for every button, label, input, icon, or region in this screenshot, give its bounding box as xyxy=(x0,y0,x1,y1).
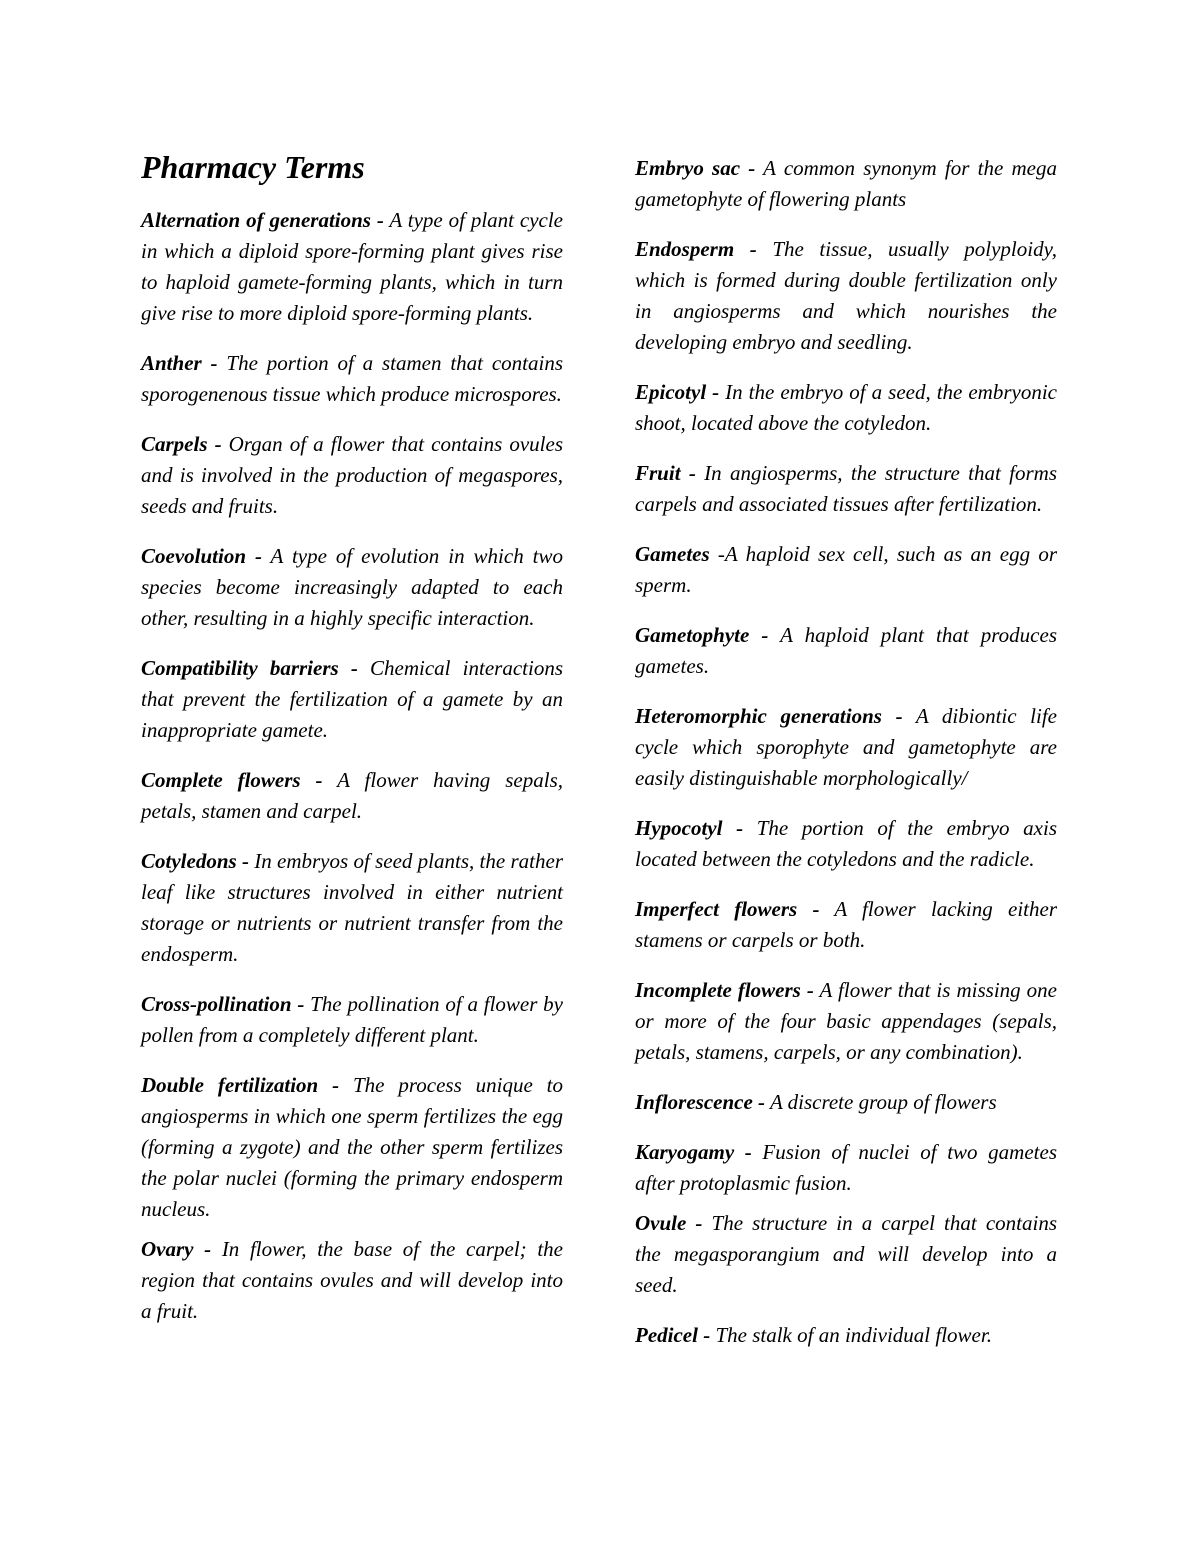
glossary-entry xyxy=(141,1234,563,1327)
definition: The portion of the embryo axis located between the cotyledons and the radicle. xyxy=(635,816,1058,871)
glossary-entry xyxy=(635,458,1057,520)
glossary-entry xyxy=(141,765,563,827)
term: Endosperm - xyxy=(635,237,757,261)
definition: In flower, the base of the carpel; the region that contains ovules and will develop into a fruit. xyxy=(141,1237,563,1323)
right-column xyxy=(635,153,1057,1370)
definition: A dibiontic life cycle which sporophyte and gametophyte are easily distinguishable morphologically/ xyxy=(635,704,1057,790)
definition: In embryos of seed plants, the rather leaf like structures involved in either nutrient storage or nutrients or nutrient transfer from the endosperm. xyxy=(141,849,564,966)
term: Coevolution - xyxy=(141,544,262,568)
definition: A common synonym for the mega gametophyte of flowering plants xyxy=(635,156,1058,211)
glossary-entry xyxy=(141,653,563,746)
glossary-entry xyxy=(635,1320,1057,1351)
term: Carpels - xyxy=(141,432,222,456)
definition: Chemical interactions that prevent the fertilization of a gamete by an inappropriate gamete. xyxy=(141,656,563,742)
term: Embryo sac - xyxy=(635,156,756,180)
definition: -A haploid sex cell, such as an egg or sperm. xyxy=(635,542,1057,597)
term: Epicotyl - xyxy=(635,380,720,404)
term: Ovary - xyxy=(141,1237,212,1261)
term: Cross-pollination - xyxy=(141,992,305,1016)
definition: A flower lacking either stamens or carpels or both. xyxy=(635,897,1057,952)
glossary-entry xyxy=(635,701,1057,794)
glossary-entry xyxy=(635,1137,1057,1199)
glossary-entry xyxy=(141,205,563,329)
left-column xyxy=(141,148,563,1346)
term: Cotyledons - xyxy=(141,849,249,873)
definition: The process unique to angiosperms in which one sperm fertilizes the egg (forming a zygote) and the other sperm fertilizes the polar nuclei (forming the primary endosperm nucleus. xyxy=(141,1073,564,1221)
term: Ovule - xyxy=(635,1211,703,1235)
term: Incomplete flowers - xyxy=(635,978,814,1002)
glossary-entry xyxy=(141,429,563,522)
glossary-entry xyxy=(635,377,1057,439)
definition: A discrete group of flowers xyxy=(769,1090,997,1114)
term: Compatibility barriers - xyxy=(141,656,358,680)
glossary-entry xyxy=(635,1087,1057,1118)
term: Anther - xyxy=(141,351,218,375)
glossary-entry xyxy=(141,989,563,1051)
term: Hypocotyl - xyxy=(635,816,744,840)
definition: The structure in a carpel that contains the megasporangium and will develop into a seed. xyxy=(635,1211,1057,1297)
definition: A haploid plant that produces gametes. xyxy=(635,623,1057,678)
definition: Organ of a flower that contains ovules and is involved in the production of megaspores, seeds and fruits. xyxy=(141,432,564,518)
term: Alternation of generations - xyxy=(141,208,384,232)
term: Heteromorphic generations - xyxy=(635,704,903,728)
term: Complete flowers - xyxy=(141,768,323,792)
definition: A type of plant cycle in which a diploid spore-forming plant gives rise to haploid gamete-forming plants, which in turn give rise to more diploid spore-forming plants. xyxy=(141,208,563,325)
glossary-entry xyxy=(141,348,563,410)
glossary-entry xyxy=(635,539,1057,601)
glossary-entry xyxy=(635,1208,1057,1301)
term: Gametes xyxy=(635,542,710,566)
term: Double fertilization - xyxy=(141,1073,340,1097)
glossary-entry xyxy=(635,234,1057,358)
definition: A flower having sepals, petals, stamen and carpel. xyxy=(141,768,563,823)
term: Fruit - xyxy=(635,461,696,485)
term: Inflorescence - xyxy=(635,1090,766,1114)
glossary-entry xyxy=(635,153,1057,215)
glossary-entry xyxy=(635,894,1057,956)
term: Pedicel - xyxy=(635,1323,711,1347)
definition: A type of evolution in which two species become increasingly adapted to each other, resulting in a highly specific interaction. xyxy=(141,544,563,630)
glossary-entry xyxy=(141,541,563,634)
glossary-entry xyxy=(635,620,1057,682)
definition: In the embryo of a seed, the embryonic shoot, located above the cotyledon. xyxy=(635,380,1058,435)
page-title: Pharmacy Terms xyxy=(141,149,365,185)
glossary-entry xyxy=(141,1070,563,1225)
definition: In angiosperms, the structure that forms carpels and associated tissues after fertilization. xyxy=(635,461,1057,516)
definition: The stalk of an individual flower. xyxy=(715,1323,992,1347)
definition: A flower that is missing one or more of the four basic appendages (sepals, petals, stamens, carpels, or any combination). xyxy=(635,978,1058,1064)
definition: Fusion of nuclei of two gametes after protoplasmic fusion. xyxy=(635,1140,1057,1195)
definition: The tissue, usually polyploidy, which is formed during double fertilization only in angiosperms and which nourishes the developing embryo and seedling. xyxy=(635,237,1058,354)
term: Imperfect flowers - xyxy=(635,897,820,921)
term: Karyogamy - xyxy=(635,1140,752,1164)
glossary-entry xyxy=(635,813,1057,875)
definition: The pollination of a flower by pollen from a completely different plant. xyxy=(141,992,564,1047)
glossary-entry xyxy=(635,975,1057,1068)
glossary-entry xyxy=(141,846,563,970)
term: Gametophyte - xyxy=(635,623,769,647)
definition: The portion of a stamen that contains sporogenenous tissue which produce microspores. xyxy=(141,351,564,406)
